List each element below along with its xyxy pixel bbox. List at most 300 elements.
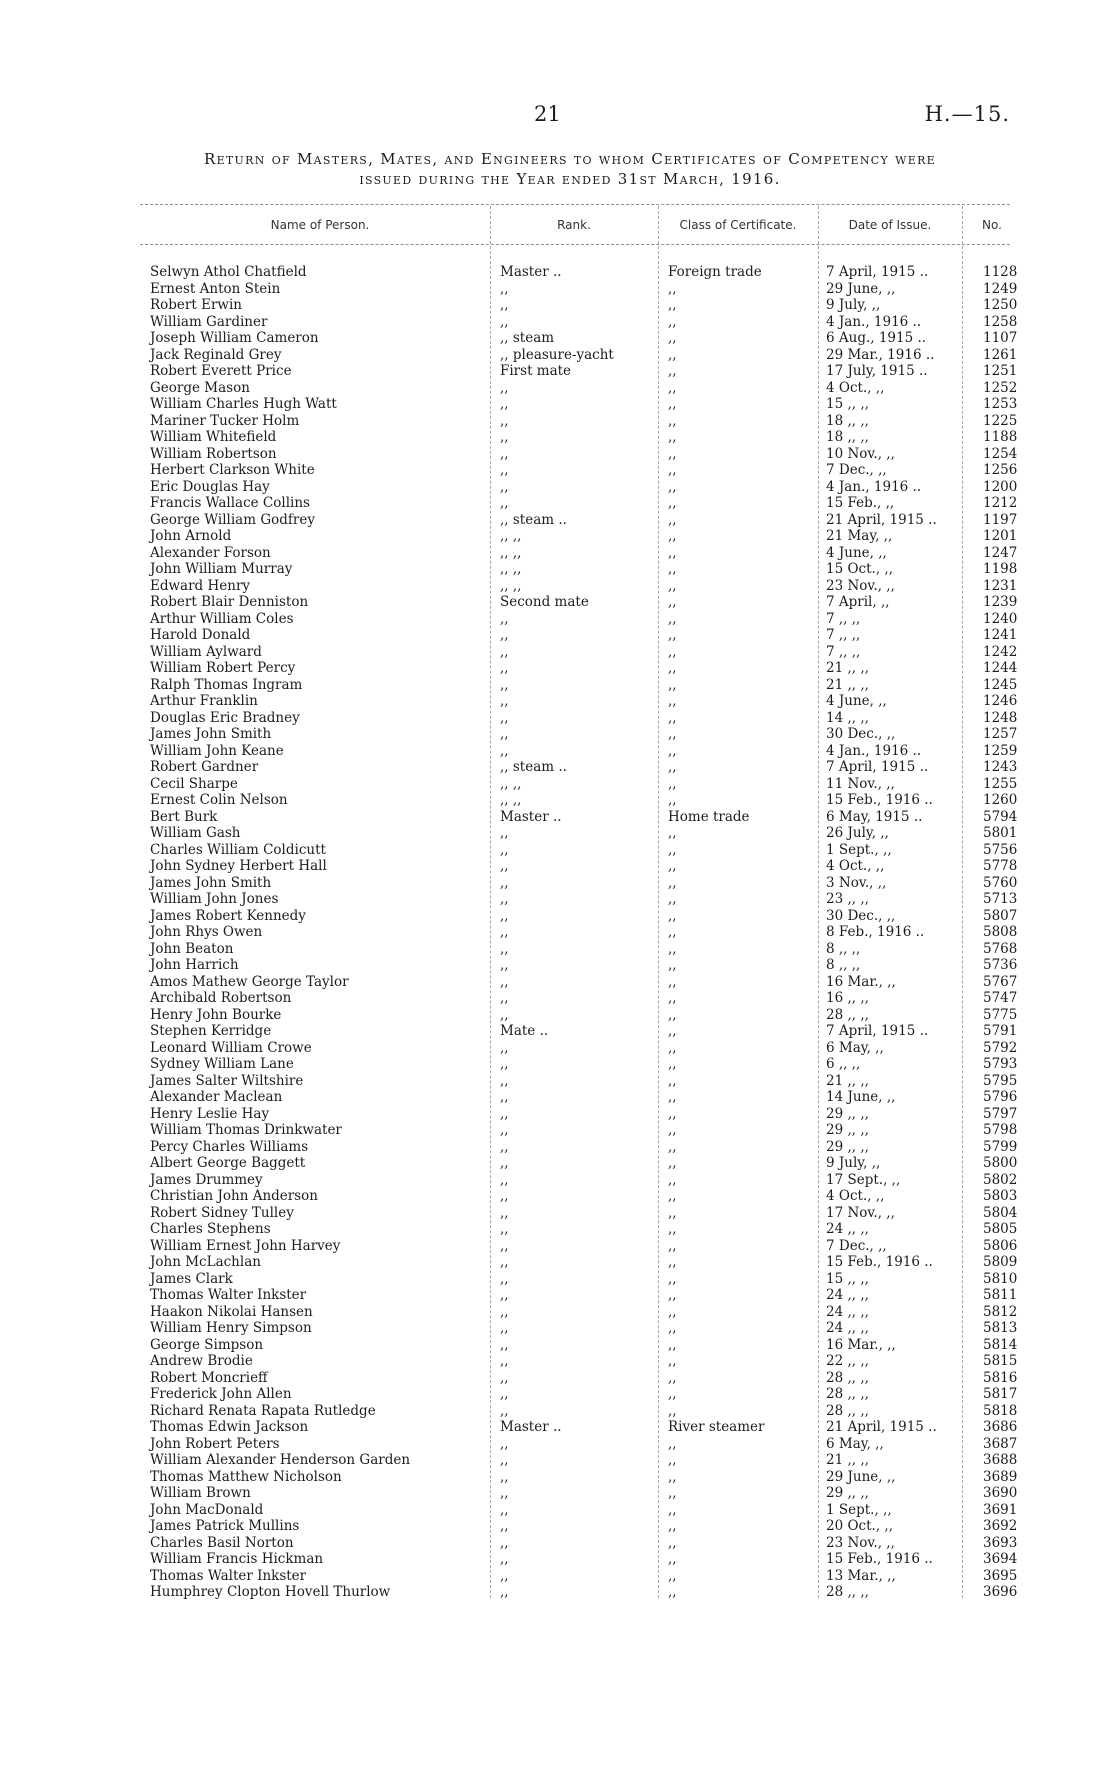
date-of-issue: 7 April, ,, <box>826 594 890 610</box>
certificate-number: 3695 <box>983 1567 1018 1584</box>
certificate-number: 1243 <box>983 759 1018 775</box>
rank: ,, <box>500 924 509 940</box>
rank: ,, <box>500 1501 509 1518</box>
person-name: William John Jones <box>150 891 279 907</box>
certificate-number: 1242 <box>983 643 1018 660</box>
rank: ,, ,, <box>500 792 522 808</box>
table-row <box>0 1106 1114 1123</box>
certificate-class: ,, <box>668 907 677 924</box>
table-row <box>0 479 1114 496</box>
table-row <box>0 1469 1114 1486</box>
rank: ,, <box>500 1204 509 1221</box>
person-name: Arthur William Coles <box>150 610 294 627</box>
person-name: Henry Leslie Hay <box>150 1105 270 1122</box>
certificate-number: 1258 <box>983 313 1018 330</box>
person-name: Robert Blair Denniston <box>150 594 309 610</box>
certificate-number: 1128 <box>983 264 1018 280</box>
table-row <box>0 1221 1114 1238</box>
person-name: Douglas Eric Bradney <box>150 709 300 726</box>
rank: ,, <box>500 1006 509 1023</box>
column-header-date: Date of Issue. <box>848 218 932 232</box>
certificate-class: ,, <box>668 1188 677 1204</box>
person-name: William Aylward <box>150 643 262 660</box>
person-name: Bert Burk <box>150 808 218 825</box>
person-name: Robert Gardner <box>150 759 259 775</box>
certificate-class: ,, <box>668 891 677 907</box>
rank: ,, <box>500 1551 509 1567</box>
rank: Master .. <box>500 264 562 280</box>
table-row <box>0 1172 1114 1189</box>
date-of-issue: 29 June, ,, <box>826 280 896 297</box>
rank: ,, <box>500 462 509 478</box>
table-row <box>0 924 1114 941</box>
person-name: James Robert Kennedy <box>150 907 306 924</box>
certificate-class: ,, <box>668 379 677 396</box>
table-row <box>0 1535 1114 1552</box>
person-name: Leonard William Crowe <box>150 1039 312 1056</box>
date-of-issue: 21 ,, ,, <box>826 1452 869 1468</box>
rank: ,, <box>500 1270 509 1287</box>
person-name: William Gash <box>150 825 241 841</box>
rank: Master .. <box>500 808 562 825</box>
certificate-number: 5805 <box>983 1221 1018 1237</box>
date-of-issue: 29 Mar., 1916 .. <box>826 346 935 363</box>
certificate-class: ,, <box>668 1518 677 1534</box>
certificate-number: 5736 <box>983 957 1018 973</box>
person-name: John MacDonald <box>150 1501 264 1518</box>
date-of-issue: 30 Dec., ,, <box>826 907 896 924</box>
rank: ,, <box>500 1353 509 1369</box>
table-row <box>0 842 1114 859</box>
date-of-issue: 17 Sept., ,, <box>826 1171 901 1188</box>
person-name: Selwyn Athol Chatfield <box>150 264 307 280</box>
certificate-number: 3687 <box>983 1435 1018 1452</box>
person-name: William Gardiner <box>150 313 268 330</box>
table-row <box>0 941 1114 958</box>
date-of-issue: 6 May, ,, <box>826 1435 884 1452</box>
certificate-class: ,, <box>668 1006 677 1023</box>
certificate-number: 5794 <box>983 808 1018 825</box>
table-row <box>0 1320 1114 1337</box>
date-of-issue: 29 ,, ,, <box>826 1138 869 1155</box>
table-row <box>0 314 1114 331</box>
certificate-number: 1241 <box>983 627 1018 643</box>
rank: ,, <box>500 891 509 907</box>
table-row <box>0 1568 1114 1585</box>
table-row <box>0 1205 1114 1222</box>
rank: ,, <box>500 709 509 726</box>
rank: ,, <box>500 858 509 874</box>
rank: ,, <box>500 1303 509 1320</box>
table-row <box>0 380 1114 397</box>
date-of-issue: 28 ,, ,, <box>826 1369 869 1386</box>
rank: ,, <box>500 1402 509 1419</box>
table-row <box>0 1419 1114 1436</box>
rank: ,, <box>500 1056 509 1072</box>
date-of-issue: 15 Feb., 1916 .. <box>826 792 933 808</box>
certificate-number: 5797 <box>983 1105 1018 1122</box>
certificate-number: 5809 <box>983 1254 1018 1270</box>
certificate-class: ,, <box>668 396 677 412</box>
certificate-class: ,, <box>668 1138 677 1155</box>
certificate-number: 1197 <box>983 511 1018 528</box>
person-name: Robert Sidney Tulley <box>150 1204 294 1221</box>
person-name: Henry John Bourke <box>150 1006 282 1023</box>
rank: ,, <box>500 1485 509 1501</box>
table-row <box>0 396 1114 413</box>
table-row <box>0 297 1114 314</box>
certificate-class: ,, <box>668 363 677 379</box>
table-row <box>0 462 1114 479</box>
date-of-issue: 21 ,, ,, <box>826 1072 869 1089</box>
date-of-issue: 7 Dec., ,, <box>826 462 887 478</box>
person-name: Mariner Tucker Holm <box>150 412 300 429</box>
table-row <box>0 1485 1114 1502</box>
certificate-class: ,, <box>668 940 677 957</box>
certificate-class: ,, <box>668 792 677 808</box>
table-row <box>0 759 1114 776</box>
table-row <box>0 957 1114 974</box>
rank: ,, <box>500 610 509 627</box>
certificate-class: ,, <box>668 1435 677 1452</box>
certificate-class: ,, <box>668 1485 677 1501</box>
date-of-issue: 13 Mar., ,, <box>826 1567 896 1584</box>
person-name: Thomas Walter Inkster <box>150 1287 307 1303</box>
page-code: H.—15. <box>924 102 1010 126</box>
table-row <box>0 1073 1114 1090</box>
date-of-issue: 23 ,, ,, <box>826 891 869 907</box>
table-row <box>0 611 1114 628</box>
date-of-issue: 29 ,, ,, <box>826 1105 869 1122</box>
date-of-issue: 28 ,, ,, <box>826 1386 869 1402</box>
certificate-number: 5812 <box>983 1303 1018 1320</box>
certificate-number: 1198 <box>983 561 1018 577</box>
certificate-number: 5799 <box>983 1138 1018 1155</box>
certificate-number: 5818 <box>983 1402 1018 1419</box>
person-name: Harold Donald <box>150 627 251 643</box>
certificate-class: ,, <box>668 775 677 792</box>
date-of-issue: 18 ,, ,, <box>826 412 869 429</box>
person-name: James John Smith <box>150 874 272 891</box>
person-name: Percy Charles Williams <box>150 1138 309 1155</box>
person-name: Robert Moncrieff <box>150 1369 268 1386</box>
date-of-issue: 7 ,, ,, <box>826 627 861 643</box>
person-name: Andrew Brodie <box>150 1353 253 1369</box>
certificate-class: ,, <box>668 445 677 462</box>
rank: ,, <box>500 1072 509 1089</box>
rank: ,, <box>500 1254 509 1270</box>
certificate-class: ,, <box>668 742 677 759</box>
rank: ,, <box>500 973 509 990</box>
date-of-issue: 30 Dec., ,, <box>826 726 896 742</box>
person-name: John Robert Peters <box>150 1435 280 1452</box>
table-row <box>0 1353 1114 1370</box>
person-name: Jack Reginald Grey <box>150 346 282 363</box>
table-row <box>0 429 1114 446</box>
rank: ,, steam .. <box>500 511 567 528</box>
certificate-number: 5796 <box>983 1089 1018 1105</box>
certificate-class: ,, <box>668 1320 677 1336</box>
header-top-rule <box>140 204 1010 205</box>
rank: ,, <box>500 660 509 676</box>
certificate-class: ,, <box>668 726 677 742</box>
person-name: William Charles Hugh Watt <box>150 396 337 412</box>
certificate-number: 1246 <box>983 693 1018 709</box>
certificate-number: 5713 <box>983 891 1018 907</box>
certificate-class: ,, <box>668 1468 677 1485</box>
certificate-class: ,, <box>668 280 677 297</box>
certificate-class: Foreign trade <box>668 264 762 280</box>
certificate-number: 3689 <box>983 1468 1018 1485</box>
date-of-issue: 15 ,, ,, <box>826 1270 869 1287</box>
table-row <box>0 528 1114 545</box>
person-name: George Simpson <box>150 1336 264 1353</box>
rank: ,, <box>500 1171 509 1188</box>
person-name: Ernest Anton Stein <box>150 280 281 297</box>
table-row <box>0 743 1114 760</box>
certificate-class: ,, <box>668 1039 677 1056</box>
date-of-issue: 17 July, 1915 .. <box>826 363 928 379</box>
rank: ,, <box>500 297 509 313</box>
table-row <box>0 281 1114 298</box>
date-of-issue: 4 June, ,, <box>826 544 887 561</box>
table-row <box>0 1089 1114 1106</box>
person-name: James John Smith <box>150 726 272 742</box>
certificate-number: 1200 <box>983 478 1018 495</box>
certificate-number: 5747 <box>983 990 1018 1006</box>
table-row <box>0 1502 1114 1519</box>
date-of-issue: 6 ,, ,, <box>826 1056 861 1072</box>
person-name: Frederick John Allen <box>150 1386 292 1402</box>
column-header-class: Class of Certificate. <box>679 218 797 232</box>
rank: ,, <box>500 1369 509 1386</box>
person-name: Thomas Matthew Nicholson <box>150 1468 342 1485</box>
rank: ,, <box>500 1386 509 1402</box>
table-row <box>0 1188 1114 1205</box>
rank: ,, ,, <box>500 544 522 561</box>
date-of-issue: 7 ,, ,, <box>826 610 861 627</box>
certificate-class: ,, <box>668 858 677 874</box>
date-of-issue: 10 Nov., ,, <box>826 445 895 462</box>
table-row <box>0 891 1114 908</box>
person-name: Archibald Robertson <box>150 990 292 1006</box>
certificate-number: 1261 <box>983 346 1018 363</box>
certificate-number: 3693 <box>983 1534 1018 1551</box>
rank: ,, <box>500 643 509 660</box>
certificate-class: ,, <box>668 1386 677 1402</box>
person-name: John Harrich <box>150 957 239 973</box>
rank: ,, <box>500 907 509 924</box>
date-of-issue: 18 ,, ,, <box>826 429 869 445</box>
date-of-issue: 21 ,, ,, <box>826 676 869 693</box>
date-of-issue: 8 ,, ,, <box>826 940 861 957</box>
rank: ,, <box>500 693 509 709</box>
table-row <box>0 561 1114 578</box>
date-of-issue: 24 ,, ,, <box>826 1303 869 1320</box>
certificate-class: ,, <box>668 1105 677 1122</box>
certificate-class: ,, <box>668 1584 677 1600</box>
person-name: John Rhys Owen <box>150 924 263 940</box>
person-name: James Clark <box>150 1270 233 1287</box>
table-row <box>0 809 1114 826</box>
certificate-class: Home trade <box>668 808 750 825</box>
person-name: Joseph William Cameron <box>150 330 319 346</box>
table-row <box>0 330 1114 347</box>
certificate-number: 3692 <box>983 1518 1018 1534</box>
rank: ,, <box>500 1188 509 1204</box>
certificates-table-body <box>0 264 1114 1601</box>
date-of-issue: 17 Nov., ,, <box>826 1204 895 1221</box>
table-row <box>0 495 1114 512</box>
rank: ,, <box>500 1237 509 1254</box>
person-name: Charles Stephens <box>150 1221 271 1237</box>
certificate-class: ,, <box>668 1402 677 1419</box>
certificate-number: 5803 <box>983 1188 1018 1204</box>
certificate-class: ,, <box>668 1452 677 1468</box>
rank: ,, steam <box>500 330 555 346</box>
certificate-number: 5767 <box>983 973 1018 990</box>
person-name: William Robertson <box>150 445 277 462</box>
certificate-number: 5804 <box>983 1204 1018 1221</box>
date-of-issue: 15 Feb., 1916 .. <box>826 1551 933 1567</box>
person-name: Robert Erwin <box>150 297 242 313</box>
certificate-number: 1254 <box>983 445 1018 462</box>
person-name: Thomas Walter Inkster <box>150 1567 307 1584</box>
date-of-issue: 4 Jan., 1916 .. <box>826 478 922 495</box>
certificate-number: 5810 <box>983 1270 1018 1287</box>
table-row <box>0 776 1114 793</box>
table-row <box>0 1584 1114 1601</box>
rank: ,, <box>500 1287 509 1303</box>
certificate-number: 1251 <box>983 363 1018 379</box>
certificate-number: 5814 <box>983 1336 1018 1353</box>
person-name: William Thomas Drinkwater <box>150 1122 342 1138</box>
certificate-number: 1225 <box>983 412 1018 429</box>
table-row <box>0 413 1114 430</box>
rank: ,, pleasure-yacht <box>500 346 614 363</box>
date-of-issue: 7 Dec., ,, <box>826 1237 887 1254</box>
certificate-class: ,, <box>668 577 677 594</box>
certificate-class: ,, <box>668 924 677 940</box>
person-name: Edward Henry <box>150 577 251 594</box>
certificate-number: 1239 <box>983 594 1018 610</box>
rank: ,, <box>500 1039 509 1056</box>
certificate-number: 1244 <box>983 660 1018 676</box>
certificate-number: 5816 <box>983 1369 1018 1386</box>
rank: ,, <box>500 841 509 858</box>
date-of-issue: 8 ,, ,, <box>826 957 861 973</box>
certificate-number: 1252 <box>983 379 1018 396</box>
table-row <box>0 908 1114 925</box>
person-name: Francis Wallace Collins <box>150 495 310 511</box>
person-name: William Brown <box>150 1485 251 1501</box>
date-of-issue: 21 May, ,, <box>826 528 893 544</box>
certificate-class: ,, <box>668 1089 677 1105</box>
date-of-issue: 16 Mar., ,, <box>826 973 896 990</box>
certificate-number: 1259 <box>983 742 1018 759</box>
person-name: Alexander Maclean <box>150 1089 283 1105</box>
date-of-issue: 4 Oct., ,, <box>826 1188 885 1204</box>
certificate-class: ,, <box>668 660 677 676</box>
date-of-issue: 20 Oct., ,, <box>826 1518 893 1534</box>
rank: ,, <box>500 1336 509 1353</box>
person-name: George William Godfrey <box>150 511 315 528</box>
certificate-number: 5800 <box>983 1155 1018 1171</box>
date-of-issue: 26 July, ,, <box>826 825 889 841</box>
rank: Master .. <box>500 1419 562 1435</box>
person-name: Humphrey Clopton Hovell Thurlow <box>150 1584 391 1600</box>
date-of-issue: 11 Nov., ,, <box>826 775 895 792</box>
rank: ,, <box>500 676 509 693</box>
rank: ,, <box>500 1518 509 1534</box>
rank: ,, <box>500 412 509 429</box>
certificate-number: 1255 <box>983 775 1018 792</box>
table-row <box>0 1337 1114 1354</box>
certificate-number: 1188 <box>983 429 1018 445</box>
person-name: William John Keane <box>150 742 284 759</box>
person-name: John Sydney Herbert Hall <box>150 858 327 874</box>
certificate-number: 5775 <box>983 1006 1018 1023</box>
person-name: William Francis Hickman <box>150 1551 324 1567</box>
certificate-class: ,, <box>668 1270 677 1287</box>
table-row <box>0 1403 1114 1420</box>
certificate-number: 5811 <box>983 1287 1018 1303</box>
certificate-class: ,, <box>668 1204 677 1221</box>
certificate-class: ,, <box>668 561 677 577</box>
certificate-number: 1212 <box>983 495 1018 511</box>
certificate-class: ,, <box>668 1072 677 1089</box>
table-row <box>0 1370 1114 1387</box>
certificate-number: 3686 <box>983 1419 1018 1435</box>
date-of-issue: 29 ,, ,, <box>826 1485 869 1501</box>
certificate-class: ,, <box>668 1221 677 1237</box>
rank: ,, <box>500 1468 509 1485</box>
table-row <box>0 677 1114 694</box>
page-number: 21 <box>534 102 561 126</box>
date-of-issue: 14 June, ,, <box>826 1089 896 1105</box>
certificate-number: 5791 <box>983 1023 1018 1039</box>
person-name: Thomas Edwin Jackson <box>150 1419 309 1435</box>
table-row <box>0 545 1114 562</box>
date-of-issue: 29 June, ,, <box>826 1468 896 1485</box>
person-name: Ernest Colin Nelson <box>150 792 288 808</box>
date-of-issue: 9 July, ,, <box>826 297 881 313</box>
certificate-number: 1253 <box>983 396 1018 412</box>
document-title-line-1: Return of Masters, Mates, and Engineers to whom Certificates of Competency were <box>203 150 936 168</box>
certificate-class: ,, <box>668 1023 677 1039</box>
rank: ,, <box>500 1105 509 1122</box>
certificate-class: ,, <box>668 1171 677 1188</box>
certificate-class: ,, <box>668 297 677 313</box>
certificate-class: ,, <box>668 693 677 709</box>
person-name: George Mason <box>150 379 250 396</box>
rank: ,, <box>500 1452 509 1468</box>
date-of-issue: 28 ,, ,, <box>826 1402 869 1419</box>
certificate-number: 5807 <box>983 907 1018 924</box>
table-row <box>0 693 1114 710</box>
rank: ,, ,, <box>500 561 522 577</box>
table-row <box>0 347 1114 364</box>
certificate-number: 3696 <box>983 1584 1018 1600</box>
person-name: John Arnold <box>150 528 232 544</box>
person-name: John Beaton <box>150 940 234 957</box>
date-of-issue: 15 Oct., ,, <box>826 561 893 577</box>
certificate-class: ,, <box>668 1534 677 1551</box>
table-row <box>0 644 1114 661</box>
certificate-number: 1250 <box>983 297 1018 313</box>
certificate-class: ,, <box>668 1237 677 1254</box>
certificate-class: ,, <box>668 874 677 891</box>
